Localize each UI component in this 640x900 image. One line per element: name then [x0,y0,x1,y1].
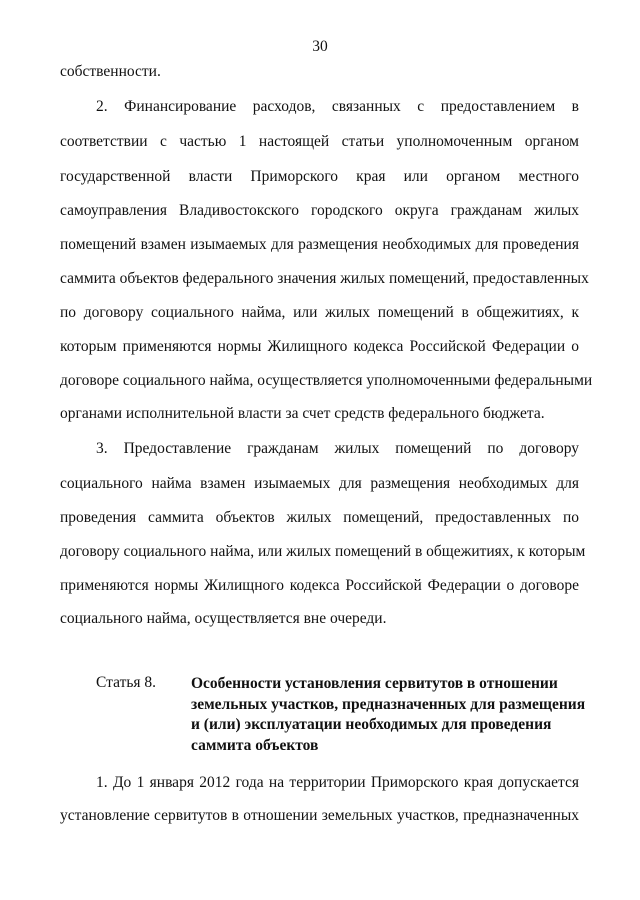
text-line: договору социального найма, или жилых помещений в общежитиях, к которым [60,543,586,560]
text-line: самоуправления Владивостокского городского округа гражданам жилых [60,202,579,219]
text-line: проведения саммита объектов жилых помещений, предоставленных по [60,509,579,526]
text-line: по договору социального найма, или жилых помещений в общежитиях, к [60,304,579,321]
article-title-line: и (или) эксплуатации необходимых для проведения [191,716,552,733]
article-title-line: Особенности установления сервитутов в отношении [191,675,558,692]
text-line: государственной власти Приморского края или органом местного [60,168,579,185]
text-line: 1. До 1 января 2012 года на территории Приморского края допускается [96,774,579,791]
text-line: помещений взамен изымаемых для размещения необходимых для проведения [60,236,579,253]
text-line: 3. Предоставление гражданам жилых помещений по договору [96,440,579,457]
text-line: саммита объектов федерального значения жилых помещений, предоставленных [60,270,589,287]
text-line: органами исполнительной власти за счет средств федерального бюджета. [60,405,545,422]
text-line: договоре социального найма, осуществляется уполномоченными федеральными [60,372,593,389]
text-line: применяются нормы Жилищного кодекса Российской Федерации о договоре [60,577,579,594]
page-number: 30 [312,38,328,55]
text-line: социального найма, осуществляется вне очереди. [60,610,387,627]
text-line: 2. Финансирование расходов, связанных с предоставлением в [96,98,579,115]
text-line: соответствии с частью 1 настоящей статьи уполномоченным органом [60,133,579,150]
text-line: социального найма взамен изымаемых для размещения необходимых для [60,475,579,492]
article-title-line: саммита объектов [191,736,319,754]
text-line: которым применяются нормы Жилищного кодекса Российской Федерации о [60,338,579,355]
article-title-line: земельных участков, предназначенных для размещения [191,695,586,713]
paragraph-tail-line: собственности. [60,63,161,80]
article-label: Статья 8. [96,674,157,691]
text-line: установление сервитутов в отношении земельных участков, предназначенных [60,807,579,824]
article-title [191,674,586,756]
